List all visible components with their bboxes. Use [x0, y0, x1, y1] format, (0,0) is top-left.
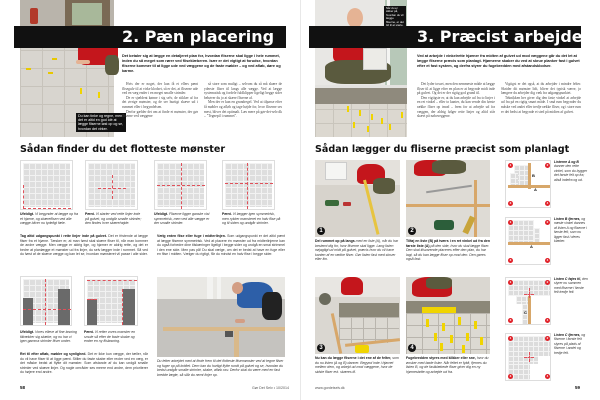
diagram-caption-1: Ufeldigt. Vi begynder at lægge op fra et hjørne, og skæreflisen ved alle vægge bliver nu tydeligt fæle. — [20, 212, 79, 225]
right-page — [300, 0, 600, 400]
body-column-1 — [122, 82, 198, 119]
lath-caption-2: Listen B fjernes, og næste vinkel dannes af listen A og fliserne i første felt, som nu ligger fast i deres klæber. — [554, 217, 587, 244]
furniture-caption-1: Ufeldigt. Vores elleve af fine løsning tiltrækker sig skæbe, og nu har vi igen gamma strimler fliser under. — [20, 330, 77, 343]
pattern-diagram-3 — [154, 160, 207, 210]
furniture-diagram-2 — [84, 276, 138, 326]
lead-paragraph: Ved at arbejde i vinkelrette hjørner fra midten af gulvet ud mod væggene går du det let at lægge fliserne præcis som planlagt. Hjørnerne skaber du ved at skrue planker fast i gulvet efter et fast system, og derfra styrer du fugebredden med afstandsklodser. — [417, 54, 580, 68]
step-photo-2 — [406, 160, 490, 237]
corner-marker: 4 — [546, 258, 549, 262]
body-column-2 — [204, 82, 282, 119]
tip-paragraph-3: Ret til efter afløb, møbler og synlighed. Det er ikke kun vægge, der tæller, når du vil have fliser til at ligge pænt. Stiller du faste skabe eller reoler ved en væg, er det måske bedst at flytte dit mønster. Som afstande af du kan undgå smalle strimler ved skæve linjer. Og nogle områder ses meere end andre, dem prioriterer du højere end andre. — [20, 352, 148, 375]
step-caption-3: Nu kan du lægge fliserne i det ene af de felter, som du nu listen (A og B) danner. Begynd inde i hjørnet mellem dem, og arbejd ud mod væggene, hvor de sidste fliser evt. skæres til. — [315, 356, 399, 374]
furniture-caption-2: Pænt. Vi retter vores mønster en smule så efter de faste skabe og ender en ny flisløsning. — [84, 330, 136, 343]
body-paragraph: Derfor gælder det om at finde et mønster, der gør fliserne ved væggene — [122, 109, 198, 119]
corner-marker: 1 — [509, 163, 512, 167]
footer-magazine-issue: Gør Det Selv • 10/2014 — [252, 386, 290, 390]
page-number: 58 — [20, 385, 26, 390]
step-number-badge: 2 — [408, 227, 416, 235]
step-number-badge: 1 — [317, 227, 325, 235]
corner-marker: 3 — [509, 201, 512, 205]
corner-marker: 3 — [509, 374, 512, 378]
body-paragraph: så store som muligt – selvom du så må skære de yderste fliser til langs alle vægge. Ved at lægge systematisk og fordele fuldklipper ligeligt begge sider behøver du jo at skære fliserne af. — [204, 82, 282, 100]
corner-marker: 4 — [546, 318, 549, 322]
hero-photo-tiler-kneeling — [20, 0, 124, 137]
corner-marker: 2 — [546, 336, 549, 340]
lead-paragraph: Det betaler sig at lægge en detaljeret plan for, hvordan fliserne skal ligge i hele rummet, inden du så meget som rører ved fliseklæberen. Især er det vigtigt at forudse, hvordan fliserne kommer til at ligge ude ved væggene og de faste møbler – og ved afløb, døre og karme. — [122, 54, 281, 73]
corner-marker: 4 — [546, 201, 549, 205]
step-number-badge: 4 — [408, 344, 416, 352]
lath-b — [406, 204, 490, 207]
step-number-badge: 3 — [317, 344, 325, 352]
body-paragraph: De er sjældent kønne i sig selv, de stikker af fra det øvrige mønster, og de ser hurtigt skæve ud i rummet eller i begyndelsen. — [122, 95, 198, 109]
lath-caption-4: Listen C fjernes, og fliserne i første felt styres på plads af fliserne i andet og tredje felt. — [554, 333, 586, 355]
step-caption-2: Tilføj en liste (B) på tværs i en ret vinkel ud fra den første liste (A) på den side, hvor du skal lægge fliser. Den skal tilsvarende placeres efter den plan, du har lagt, så du kan lægge fliser op mod den. Den gøres også fast. — [406, 239, 490, 261]
corner-marker: 3 — [509, 258, 512, 262]
body-paragraph: Hvis der er noget, der kan få et ellers pænt flisegulv til at virke klodset, så er det, at fliserne ude ved en væg ender i en meget smalle strimler. — [122, 82, 198, 96]
diagram-caption-3: Ufeldigt. Fliserne ligger ganske vist symmetrisk, men ved alle vægge er der smalle strimler. — [154, 212, 210, 225]
lath-diagram-3: C 1 2 3 4 — [505, 277, 551, 325]
corner-marker: 2 — [546, 280, 549, 284]
furniture-diagram-1 — [20, 276, 72, 326]
corner-marker: 4 — [546, 374, 549, 378]
body-column-2 — [501, 82, 581, 114]
lath-a — [474, 180, 477, 237]
step-caption-4: Fugebredden styres med klikker eller sne, hvor du ønsker med bøde lister. Når feltet er fyldt, fjernes du listen B, og de fastklæbede fliser giver dig en ny hjørnestøtte og arbejde ud fra. — [406, 356, 489, 374]
step-photo-3 — [315, 277, 400, 354]
hero-photo-caption: Du kan tinke og regne, men det er altid en god idé at lægge fliserne løst op og se, hvordan det virker. — [76, 113, 126, 132]
lath-diagram-4 — [505, 333, 551, 381]
step-caption-1: Del rummet op på langs med en liste (A), når du har bestemt dig for, hvor fliserne skal ligge. Lang listen nøjagtigt ud midt på gulvet, præcis hvor du vil have kanten af en række fliser. Gør listen fast med skruer eller lim. — [315, 239, 399, 261]
pattern-diagram-2 — [85, 160, 138, 210]
lath-diagram-2: A 1 2 3 4 — [505, 217, 551, 265]
pattern-diagram-4 — [222, 160, 275, 210]
lath-diagram-1: B A 1 2 3 4 — [505, 160, 551, 208]
square-tool — [426, 185, 472, 193]
section-heading: Sådan finder du det flotteste mønster — [20, 144, 226, 155]
floor-photo-caption: Du letter arbejdet med at finde frem til det flotteste flisemønster ved at tegne fliser og fuger op på kridtet. Dem kan du hurtigt flytte rundt på gulvet og se, hvordan du bedst undgår smalle strimler, skabe, afløb osv. Derfor skal du være med en fast bredde lægte, så slår du nemt linjer op. — [157, 359, 284, 377]
corner-marker: 1 — [509, 220, 512, 224]
corner-marker: 1 — [509, 336, 512, 340]
step-photo-1 — [315, 160, 400, 237]
body-paragraph: Den vigtigste er, at du kan arbejde ud fra to linjer i en ret vinkel – eller to kanter, du kan vende din første række fliser op imod – frem for at arbejde ud fra væggen, der aldrig følger rette linjer og altid står skævt på naboveggene. — [417, 95, 495, 119]
hero-photo-tiler-with-tile — [315, 0, 407, 137]
tile-in-hand — [363, 48, 387, 70]
body-paragraph: Det lyder tosset, men den nemmeste måde at lægge fliser til at ligge efter en plan er at begynde midt inde på gulvet. Og det er der rigtig god grund til. — [417, 82, 495, 96]
page-title: 3. Præcist arbejde — [417, 27, 583, 46]
corner-marker: 3 — [509, 318, 512, 322]
corner-marker: 2 — [546, 163, 549, 167]
tip-paragraph-1: Tag altid udgangspunkt i rette linjer inde på gulvet. Det er fristende at lægge fliser fra et hjørne. Tæsker er, at man først skal skære fliser til, når man kommer de andre vægge. Men vægge er aldrig lige, og hjørner er aldrig rette, og det er bedre at planlægge et mønster ud fra linjer, du selv lægger inde i rummet. Så ved du først af de skæve vægge og kan let se, hvordan mønsteret vil passe i alle sider. — [20, 234, 148, 257]
footer-url[interactable]: www.gordetselv.dk — [315, 386, 345, 390]
corner-marker: 1 — [509, 280, 512, 284]
page-title: 2. Pæn placering — [122, 27, 275, 46]
page-number: 59 — [575, 385, 581, 390]
body-paragraph: Teknikken her giver dig den faste vinkel at arbejde ud fra på en rigtig smart måde. I små rum begynder du måske ved andet eller tredje række fliser, og i store rum er det bedst at begynde et sted på midten af gulvet. — [501, 95, 581, 114]
hero-photo-caption: Når du er sikker på, hvordan du vil lægge fliserne, er det — [384, 6, 406, 28]
tip-paragraph-2: Vælg enten flise eller fuge i midterlinjen. Som udgangspunkt er det altid pænt at lægge fliserne symmetrisk. Ved at placere én mønster ud fra midterlinjerne kan du også forbedre dine tilskæringer ligeligt i begge sider og undgå en smal strimmel i den ene side. Men pas på! Du skal vælge, om det er bedst at have en fuge eller en flise i midten. Vælger du rigtigt, får du mindst en halv flise i begge sider. — [157, 234, 286, 257]
diagram-caption-2: Pænt. Vi starter ved rette linjer inde på gulvet, og undgår smalle strimler; den findes hver skærehøjde. — [85, 212, 142, 225]
lath-caption-3: Listen C føjes til, den styrer nu sammen med fliserne i første felt tredje felt. — [554, 277, 588, 295]
section-heading: Sådan lægger du fliserne præcist som planlagt — [315, 144, 570, 155]
diagram-caption-4: Pænt. Vi lægger igen symmetrisk, men rykker mønsteret en halv flise på og til siden og undgår strimler. — [222, 212, 281, 225]
lath-caption-1: Listerne A og B danner den rette vinkel, som du bygger det første felt op fra; altså indefra og ud. — [554, 160, 587, 182]
body-paragraph: Men der er kun en grundregel. Ved at tilpasse efter få møbler og afløb og tage højde for, hvor fliserne ses mest, bliver det optimalt. Læs mere på gør-det-selv.dk – "Tegnepil i rummet". — [204, 100, 282, 119]
body-paragraph: Vigtigst er det også, at du arbejder i mindre felter. Skrider dit mønster lidt, bliver det typisk værre, jo længere du arbejder dig væk fra udgangspunktet. — [501, 82, 581, 96]
corner-marker: 2 — [546, 220, 549, 224]
pattern-diagram-1 — [20, 160, 73, 210]
floor-chalk-photo — [157, 277, 285, 357]
body-column-1 — [417, 82, 495, 119]
step-photo-4 — [406, 277, 490, 354]
